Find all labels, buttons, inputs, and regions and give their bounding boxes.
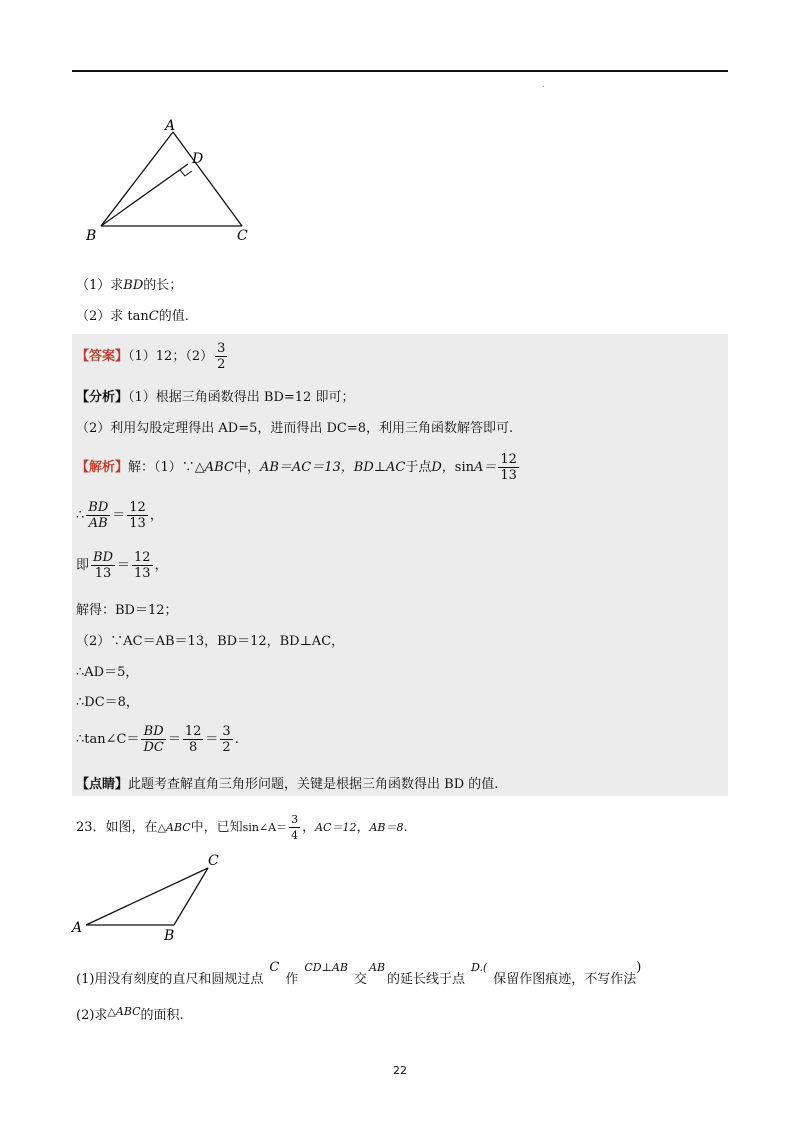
question-23-header: 23．如图，在△ABC中，已知sin∠A＝ $\frac{3}{4}$ ，AC＝12，AB＝8.: [76, 813, 408, 842]
question-23-part-1: (1)用没有刻度的直尺和圆规过点C作$^{CD\perp AB}$交$^{AB}$的延长线于点$^{D.(}$保留作图痕迹，不写作法): [76, 960, 642, 987]
question-part-2: （2）求 tanC的值.: [76, 309, 189, 324]
question-part-1: （1）求BD的长；: [76, 278, 183, 293]
label-a: A: [165, 118, 176, 134]
solution-line-8: ∴tan∠C＝ $\frac{BD}{DC}$ ＝ $\frac{12}{8}$ ＝ $\frac{3}{2}$ .: [76, 724, 239, 755]
solution-line-2: ∴ $\frac{BD}{AB}$ ＝ $\frac{12}{13}$ ，: [76, 500, 163, 531]
solution-line-6: ∴AD＝5，: [76, 665, 139, 680]
analysis-line-2: （2）利用勾股定理得出 AD=5，进而得出 DC=8，利用三角函数解答即可.: [76, 421, 514, 436]
label-c: C: [237, 228, 248, 244]
label-b: B: [164, 928, 175, 944]
side-ac: [86, 868, 208, 925]
solution-line-1: 【解析】解：（1）∵△ABC中，AB＝AC＝13，BD⊥AC于点D，sinA＝ $\frac{12}{13}$: [76, 452, 517, 483]
label-b: B: [86, 228, 97, 244]
label-a: A: [72, 920, 83, 936]
solution-line-4: 解得：BD＝12；: [76, 603, 178, 618]
comment-line: 【点睛】此题考查解直角三角形问题，关键是根据三角函数得出 BD 的值.: [76, 777, 499, 792]
side-ab: [101, 132, 173, 226]
solution-line-7: ∴DC＝8，: [76, 695, 139, 710]
label-c: C: [208, 853, 219, 869]
solution-line-3: 即 $\frac{BD}{13}$ ＝ $\frac{12}{13}$ ，: [76, 550, 168, 581]
triangle-figure-1: [80, 110, 270, 250]
header-rule: [72, 70, 728, 72]
segment-bd: [101, 164, 188, 226]
side-ac: [173, 132, 242, 226]
solution-line-5: （2）∵AC＝AB＝13，BD＝12，BD⊥AC，: [76, 634, 345, 649]
right-angle-mark: [180, 170, 192, 176]
analysis-line-1: 【分析】（1）根据三角函数得出 BD=12 即可；: [76, 390, 355, 405]
triangle-figure-2: [66, 850, 236, 945]
page-number: 22: [393, 1064, 407, 1077]
label-d: D: [192, 151, 204, 167]
question-23-part-2: (2)求$^{\triangle ABC}$的面积.: [76, 1005, 184, 1023]
header-dot: .: [542, 80, 545, 89]
answer-line: 【答案】（1）12；（2） $\frac{3}{2}$: [76, 341, 226, 372]
